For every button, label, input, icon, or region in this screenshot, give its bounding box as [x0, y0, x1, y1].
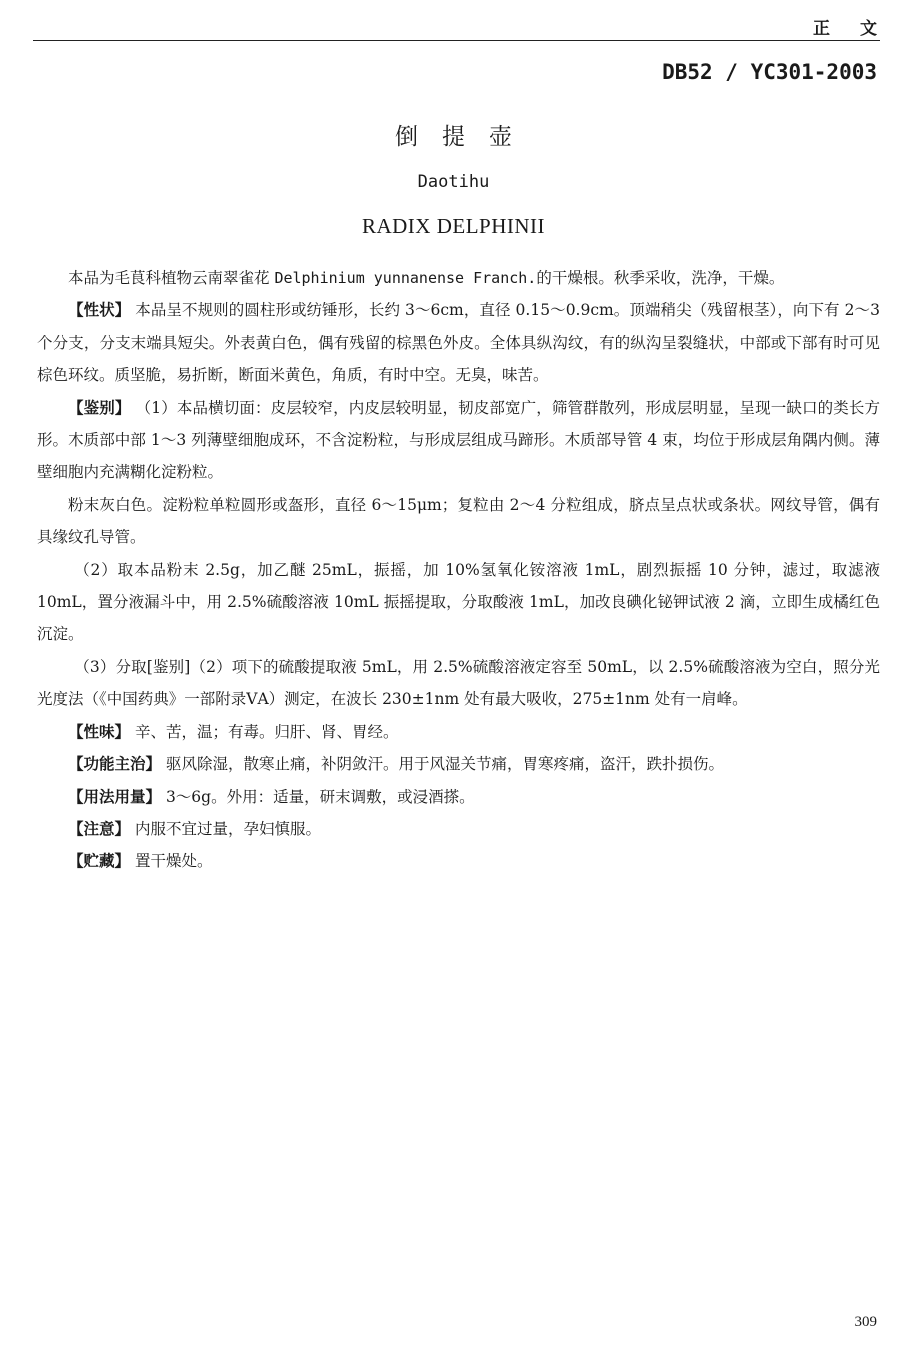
section-label: 正文 [813, 19, 907, 39]
usage-label: 【用法用量】 [68, 787, 162, 806]
character-label: 【性状】 [68, 301, 131, 320]
nature-label: 【性味】 [68, 722, 131, 741]
title-latin: RADIX DELPHINII [361, 214, 546, 238]
function-paragraph: 【功能主治】 驱风除湿，散寒止痛，补阴敛汗。用于风湿关节痛，胃寒疼痛，盗汗，跌扑损伤。 [68, 755, 724, 774]
monograph-body [37, 262, 880, 878]
identification-paragraph-1: 【鉴别】 （1）本品横切面：皮层较窄，内皮层较明显，韧皮部宽广，筛管群散列，形成层明显，呈现一缺口的类长方形。木质部中部 1～3 列薄壁细胞成环，不含淀粉粒，与形成层组成马蹄形。木质部导管 4 束，均位于形成层角隅内侧。薄壁细胞内充满糊化淀粉粒。 [37, 398, 880, 482]
intro-paragraph: 本品为毛茛科植物云南翠雀花 Delphinium yunnanense Franch.的干燥根。秋季采收，洗净，干燥。 [68, 269, 785, 287]
identification-paragraph-3: （3）分取[鉴别]（2）项下的硫酸提取液 5mL，用 2.5%硫酸溶液定容至 50mL，以 2.5%硫酸溶液为空白，照分光光度法（《中国药典》一部附录ⅤA）测定，在波长 230±1nm 处有最大吸收，275±1nm 处有一肩峰。 [37, 657, 880, 709]
character-paragraph: 【性状】 本品呈不规则的圆柱形或纺锤形，长约 3～6cm，直径 0.15～0.9cm。顶端稍尖（残留根茎），向下有 2～3 个分支，分支末端具短尖。外表黄白色，偶有残留的棕黑色外皮。全体具纵沟纹，有的纵沟呈裂缝状，中部或下部有时可见棕色环纹。质坚脆，易折断，断面米黄色，角质，有时中空。无臭，味苦。 [37, 301, 880, 385]
caution-label: 【注意】 [68, 819, 131, 838]
latin-species-name: Delphinium yunnanense Franch. [274, 269, 537, 287]
powder-paragraph: 粉末灰白色。淀粉粒单粒圆形或盔形，直径 6～15μm；复粒由 2～4 分粒组成，脐点呈点状或条状。网纹导管，偶有具缘纹孔导管。 [37, 495, 880, 547]
header-divider [33, 40, 880, 41]
identification-paragraph-2: （2）取本品粉末 2.5g，加乙醚 25mL，振摇，加 10%氢氧化铵溶液 1mL，剧烈振摇 10 分钟，滤过，取滤液 10mL，置分液漏斗中，用 2.5%硫酸溶液 10mL 振摇提取，分取酸液 1mL，加改良碘化铋钾试液 2 滴，立即生成橘红色沉淀。 [37, 560, 880, 644]
storage-label: 【贮藏】 [68, 852, 131, 871]
caution-paragraph: 【注意】 内服不宜过量，孕妇慎服。 [68, 819, 321, 838]
nature-paragraph: 【性味】 辛、苦，温；有毒。归肝、肾、胃经。 [68, 722, 399, 741]
title-chinese: 倒提壶 [395, 124, 536, 150]
identification-label: 【鉴别】 [68, 398, 131, 417]
storage-paragraph: 【贮藏】 置干燥处。 [68, 852, 213, 871]
function-label: 【功能主治】 [68, 755, 162, 774]
title-pinyin: Daotihu [417, 172, 490, 192]
usage-paragraph: 【用法用量】 3～6g。外用：适量，研末调敷，或浸酒搽。 [68, 787, 475, 806]
page-number: 309 [854, 1314, 877, 1330]
standard-code: DB52 / YC301-2003 [662, 60, 877, 84]
